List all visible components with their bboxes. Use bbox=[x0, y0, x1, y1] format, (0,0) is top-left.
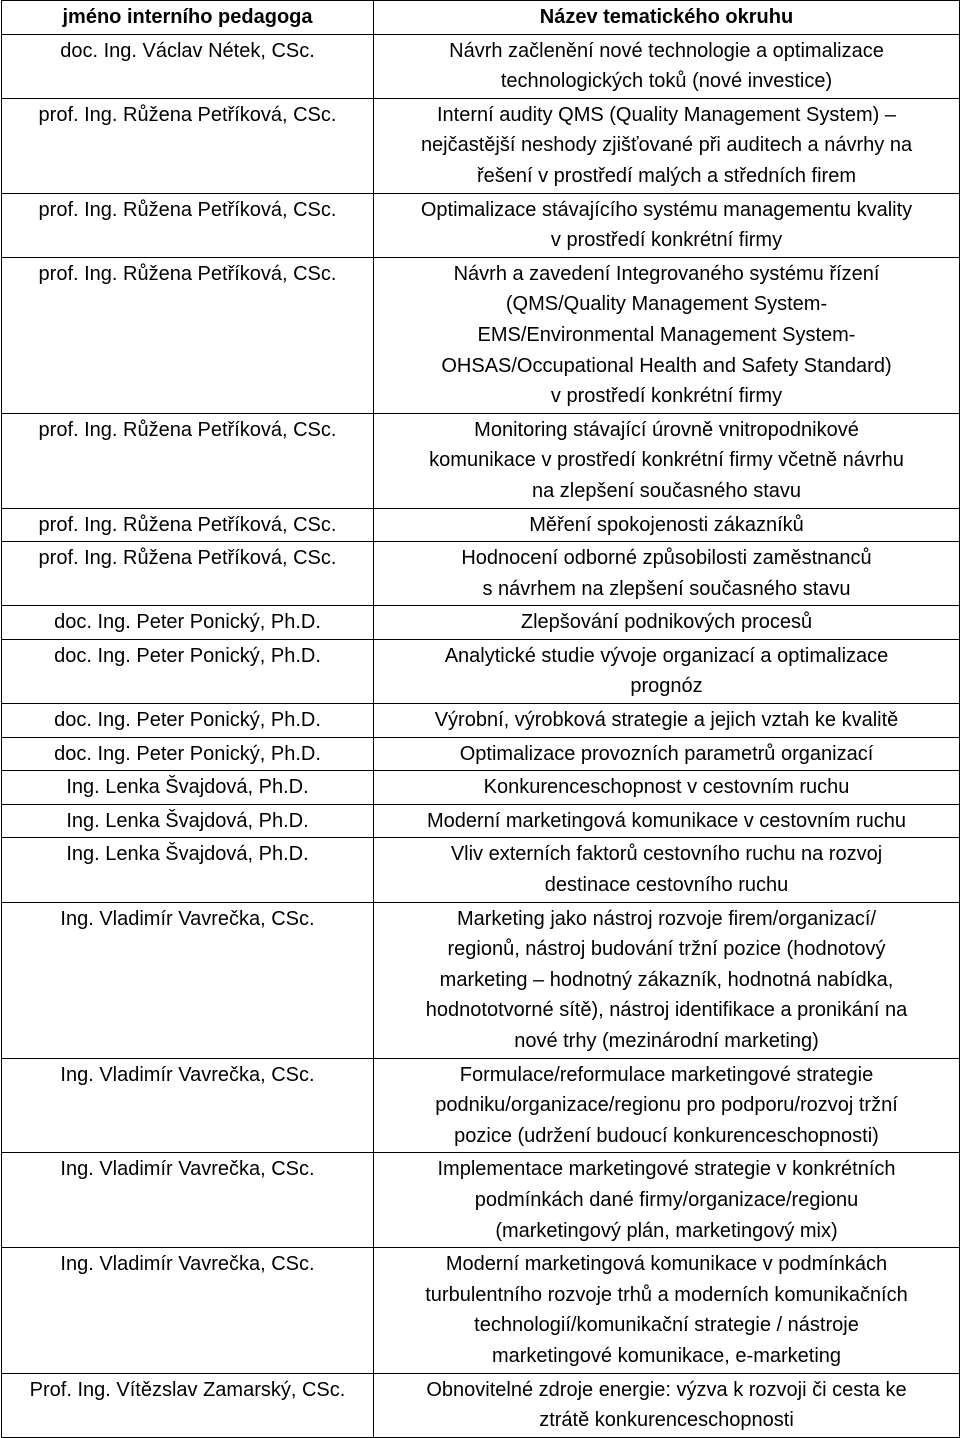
table-row bbox=[2, 902, 960, 1058]
table-row bbox=[2, 606, 960, 640]
topic-cell bbox=[374, 838, 960, 902]
pedagogue-name: doc. Ing. Václav Nétek, CSc. bbox=[60, 39, 315, 62]
topic-title: Optimalizace stávajícího systému managementu kvality v prostředí konkrétní firmy bbox=[420, 198, 913, 252]
table-row bbox=[2, 1058, 960, 1153]
pedagogue-cell bbox=[2, 508, 374, 542]
topic-cell bbox=[374, 508, 960, 542]
table-row bbox=[2, 98, 960, 193]
pedagogue-name: prof. Ing. Růžena Petříková, CSc. bbox=[38, 547, 337, 570]
pedagogue-name: Ing. Lenka Švajdová, Ph.D. bbox=[66, 809, 309, 832]
pedagogue-name: prof. Ing. Růžena Petříková, CSc. bbox=[38, 103, 337, 126]
pedagogue-name: prof. Ing. Růžena Petříková, CSc. bbox=[38, 198, 337, 221]
topic-title: Interní audity QMS (Quality Management System) – nejčastější neshody zjišťované při auditech a návrhy na řešení v prostředí malých a středních firem bbox=[420, 103, 913, 187]
topic-title: Analytické studie vývoje organizací a optimalizace prognóz bbox=[444, 644, 889, 698]
table-row bbox=[2, 737, 960, 771]
table-body bbox=[2, 34, 960, 1437]
table-row bbox=[2, 508, 960, 542]
topic-title: Monitoring stávající úrovně vnitropodnikové komunikace v prostředí konkrétní firmy včetně návrhu na zlepšení současného stavu bbox=[429, 418, 904, 502]
pedagogue-cell bbox=[2, 413, 374, 508]
pedagogue-cell bbox=[2, 1373, 374, 1437]
pedagogue-name: prof. Ing. Růžena Petříková, CSc. bbox=[38, 262, 337, 285]
table-row bbox=[2, 34, 960, 98]
table-row bbox=[2, 257, 960, 413]
pedagogue-name: Ing. Vladimír Vavrečka, CSc. bbox=[60, 1253, 315, 1276]
pedagogue-name: doc. Ing. Peter Ponický, Ph.D. bbox=[54, 644, 321, 667]
table-row bbox=[2, 413, 960, 508]
topic-title: Konkurenceschopnost v cestovním ruchu bbox=[483, 776, 850, 799]
pedagogue-cell bbox=[2, 1153, 374, 1248]
pedagogue-name: Ing. Lenka Švajdová, Ph.D. bbox=[66, 843, 309, 866]
pedagogue-cell bbox=[2, 542, 374, 606]
topic-cell bbox=[374, 639, 960, 703]
topic-title: Obnovitelné zdroje energie: výzva k rozvoji či cesta ke ztrátě konkurenceschopnosti bbox=[426, 1378, 907, 1432]
pedagogue-cell bbox=[2, 34, 374, 98]
table-row bbox=[2, 704, 960, 738]
pedagogue-name: prof. Ing. Růžena Petříková, CSc. bbox=[38, 513, 337, 536]
topic-cell bbox=[374, 1058, 960, 1153]
table-row bbox=[2, 804, 960, 838]
pedagogue-name: Prof. Ing. Vítězslav Zamarský, CSc. bbox=[29, 1378, 346, 1401]
table-row bbox=[2, 1248, 960, 1373]
pedagogue-cell bbox=[2, 1248, 374, 1373]
topic-title: Výrobní, výrobková strategie a jejich vztah ke kvalitě bbox=[434, 709, 899, 732]
topic-title: Moderní marketingová komunikace v cestovním ruchu bbox=[426, 809, 907, 832]
topic-title: Zlepšování podnikových procesů bbox=[520, 611, 813, 634]
pedagogue-name: Ing. Lenka Švajdová, Ph.D. bbox=[66, 776, 309, 799]
table-row bbox=[2, 639, 960, 703]
topic-title: Formulace/reformulace marketingové strategie podniku/organizace/regionu pro podporu/rozvoj tržní pozice (udržení budoucí konkurenceschopnosti) bbox=[435, 1063, 898, 1147]
pedagogue-cell bbox=[2, 193, 374, 257]
table-row bbox=[2, 1153, 960, 1248]
pedagogue-cell bbox=[2, 902, 374, 1058]
pedagogue-cell bbox=[2, 737, 374, 771]
pedagogue-cell bbox=[2, 771, 374, 805]
pedagogue-cell bbox=[2, 639, 374, 703]
topic-cell bbox=[374, 737, 960, 771]
table-row bbox=[2, 1373, 960, 1437]
pedagogue-cell bbox=[2, 804, 374, 838]
topic-title: Měření spokojenosti zákazníků bbox=[529, 513, 804, 536]
topics-table bbox=[1, 0, 960, 1438]
pedagogue-cell bbox=[2, 257, 374, 413]
header-topic: Název tematického okruhu bbox=[374, 1, 960, 35]
table-row bbox=[2, 542, 960, 606]
pedagogue-name: prof. Ing. Růžena Petříková, CSc. bbox=[38, 418, 337, 441]
topic-title: Vliv externích faktorů cestovního ruchu na rozvoj destinace cestovního ruchu bbox=[450, 843, 883, 897]
topic-cell bbox=[374, 1248, 960, 1373]
table-row bbox=[2, 838, 960, 902]
topic-cell bbox=[374, 704, 960, 738]
topic-cell bbox=[374, 193, 960, 257]
topic-cell bbox=[374, 902, 960, 1058]
pedagogue-name: Ing. Vladimír Vavrečka, CSc. bbox=[60, 1063, 315, 1086]
topic-title: Optimalizace provozních parametrů organizací bbox=[459, 742, 874, 765]
pedagogue-name: Ing. Vladimír Vavrečka, CSc. bbox=[60, 1158, 315, 1181]
pedagogue-name: Ing. Vladimír Vavrečka, CSc. bbox=[60, 907, 315, 930]
topic-title: Návrh a zavedení Integrovaného systému řízení (QMS/Quality Management System- EMS/Environmental Management System- OHSAS/Occupational Health and Safety Standard) v prostředí konkrétní firmy bbox=[441, 262, 892, 408]
topic-cell bbox=[374, 257, 960, 413]
topic-cell bbox=[374, 34, 960, 98]
topic-cell bbox=[374, 1153, 960, 1248]
table-row bbox=[2, 193, 960, 257]
topic-cell bbox=[374, 606, 960, 640]
topic-cell bbox=[374, 98, 960, 193]
table-row bbox=[2, 771, 960, 805]
pedagogue-name: doc. Ing. Peter Ponický, Ph.D. bbox=[54, 709, 321, 732]
table-header-row bbox=[2, 1, 960, 35]
pedagogue-cell bbox=[2, 704, 374, 738]
topic-cell bbox=[374, 771, 960, 805]
topic-cell bbox=[374, 542, 960, 606]
pedagogue-name: doc. Ing. Peter Ponický, Ph.D. bbox=[54, 742, 321, 765]
pedagogue-cell bbox=[2, 98, 374, 193]
topic-cell bbox=[374, 1373, 960, 1437]
pedagogue-cell bbox=[2, 606, 374, 640]
topic-title: Návrh začlenění nové technologie a optimalizace technologických toků (nové investice) bbox=[449, 39, 884, 93]
pedagogue-cell bbox=[2, 838, 374, 902]
pedagogue-name: doc. Ing. Peter Ponický, Ph.D. bbox=[54, 611, 321, 634]
header-pedagogue: jméno interního pedagoga bbox=[2, 1, 374, 35]
topic-title: Moderní marketingová komunikace v podmínkách turbulentního rozvoje trhů a moderních komunikačních technologií/komunikační strategie / nástroje marketingové komunikace, e-marketing bbox=[425, 1253, 908, 1367]
topic-cell bbox=[374, 804, 960, 838]
topic-title: Hodnocení odborné způsobilosti zaměstnanců s návrhem na zlepšení současného stavu bbox=[461, 547, 872, 600]
topic-title: Marketing jako nástroj rozvoje firem/organizací/ regionů, nástroj budování tržní pozice (hodnotový marketing – hodnotný zákazník, hodnotná nabídka, hodnototvorné sítě), nástroj identifikace a pronikání na nové trhy (mezinárodní marketing) bbox=[425, 907, 908, 1052]
pedagogue-cell bbox=[2, 1058, 374, 1153]
topic-title: Implementace marketingové strategie v konkrétních podmínkách dané firmy/organizace/regionu (marketingový plán, marketingový mix) bbox=[437, 1158, 896, 1242]
topic-cell bbox=[374, 413, 960, 508]
